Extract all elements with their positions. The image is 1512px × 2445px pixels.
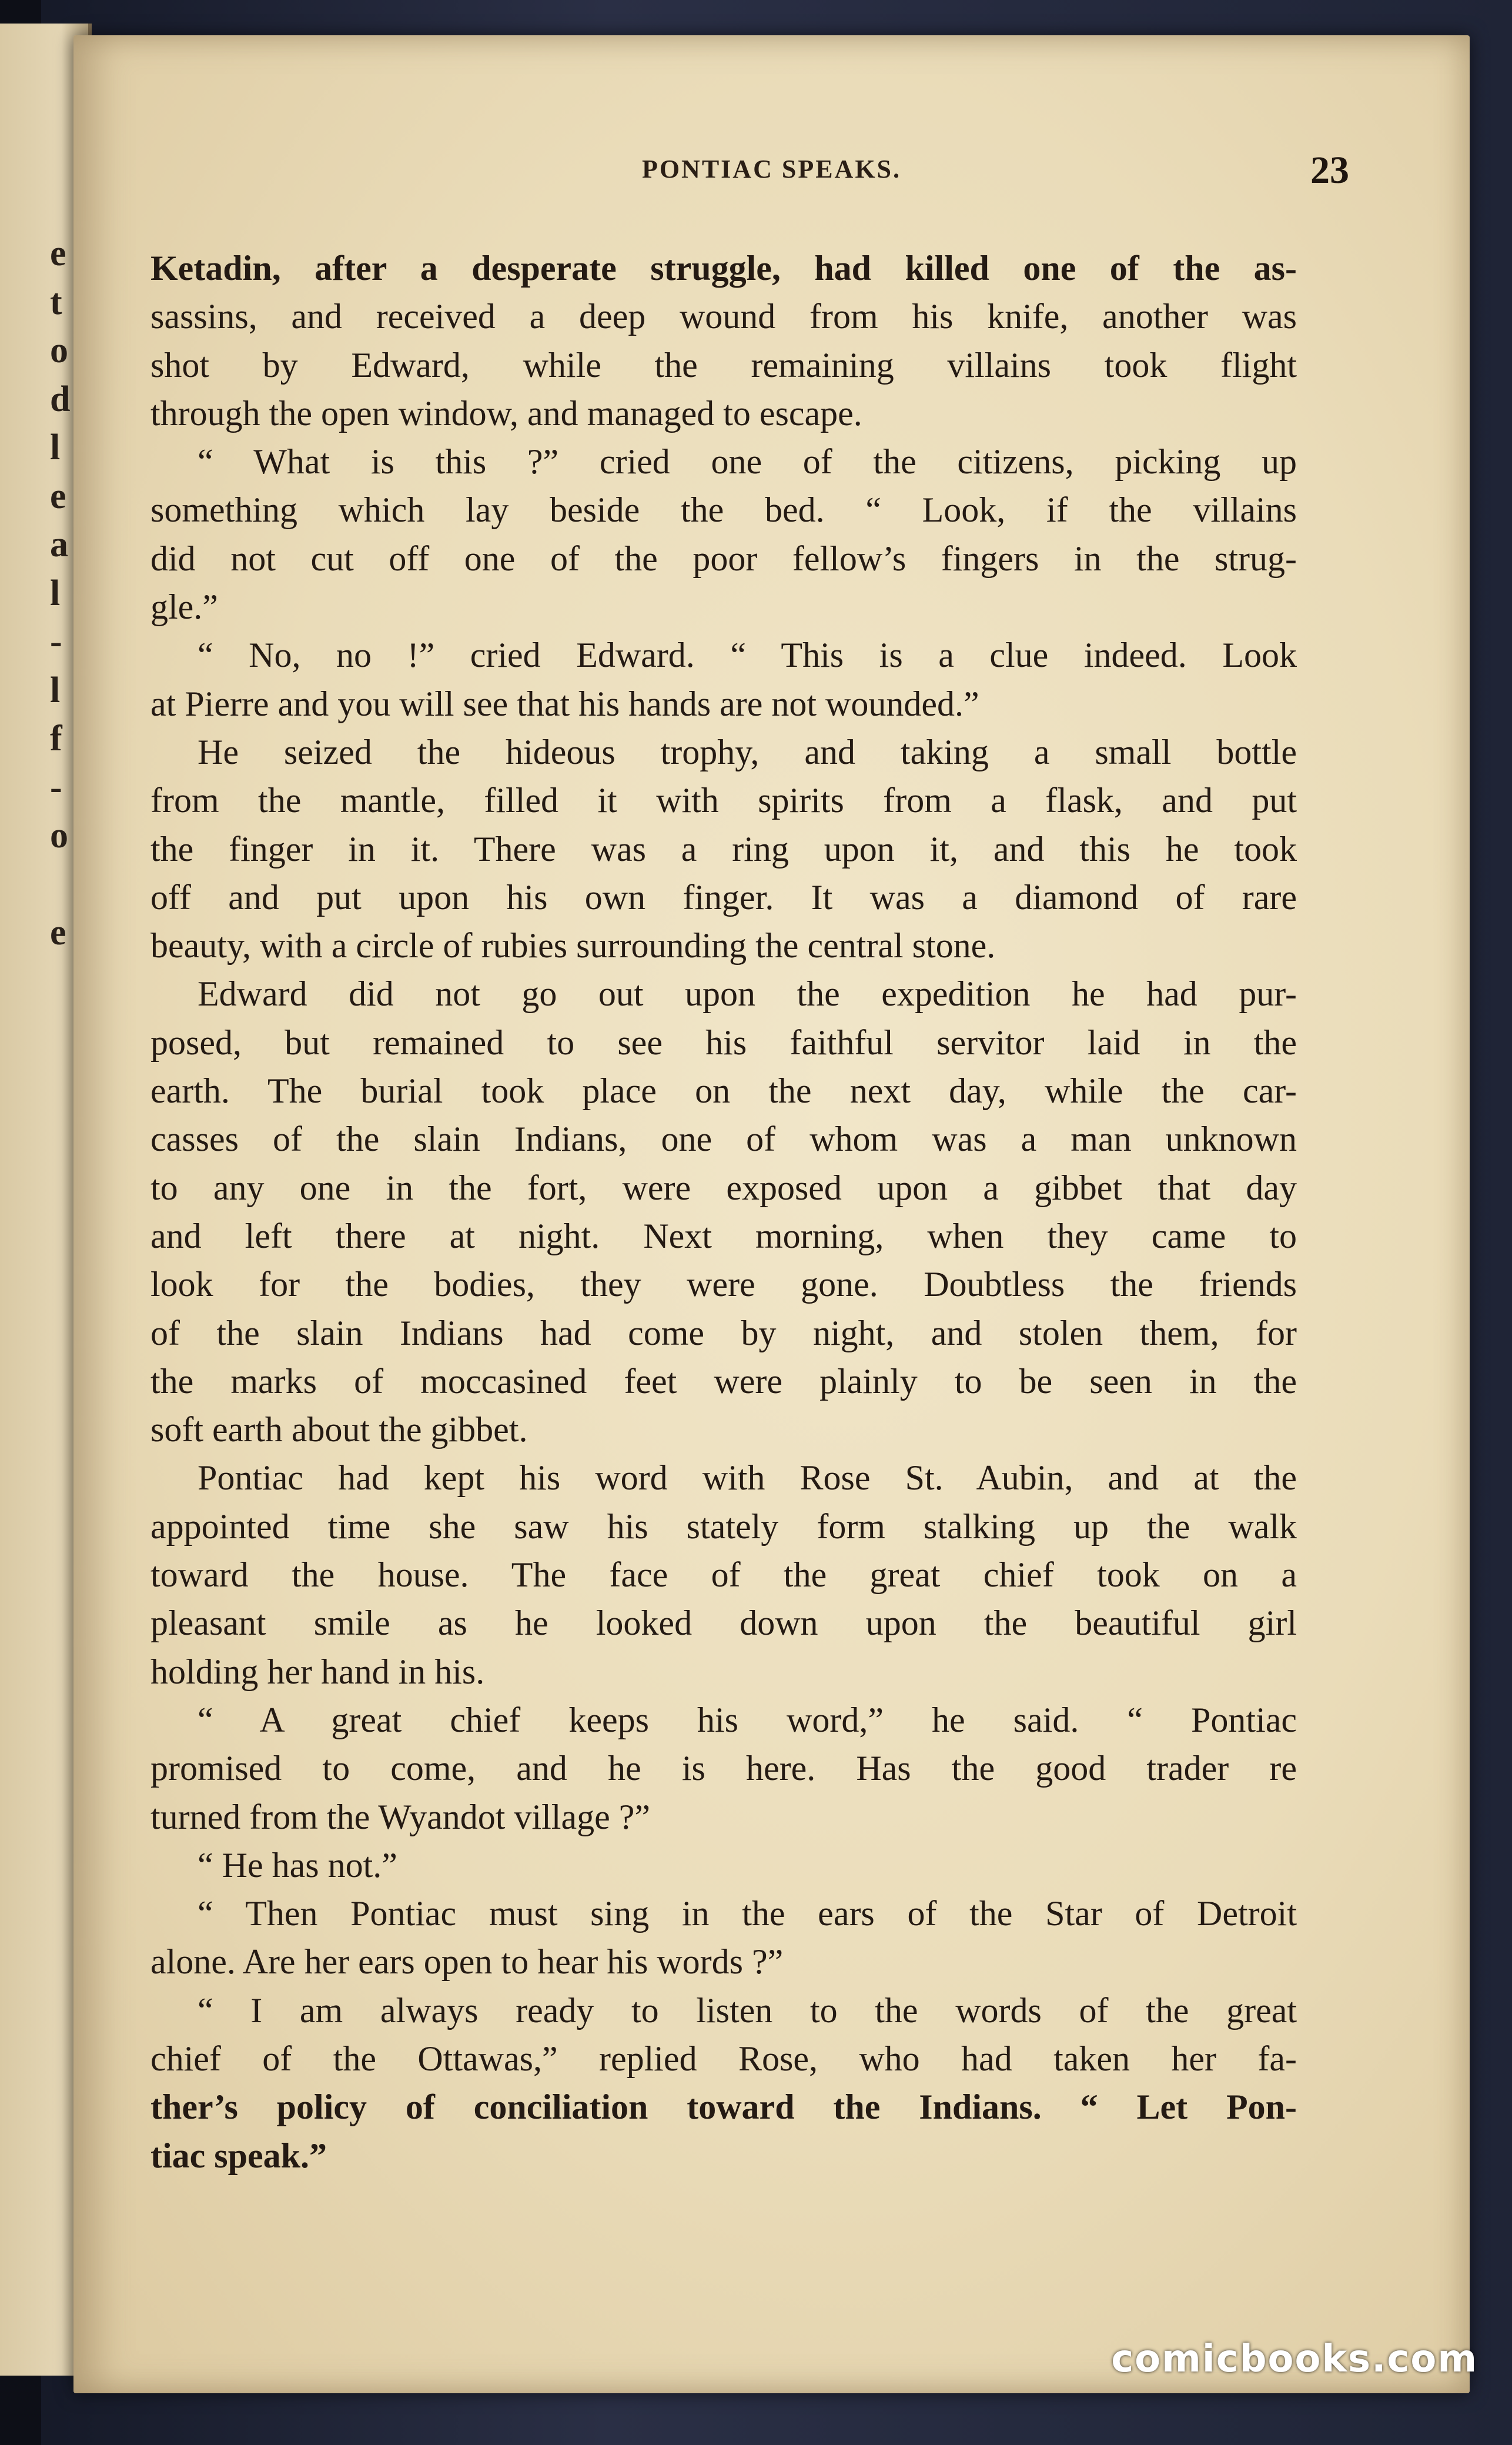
margin-fragment: l [50,427,61,467]
margin-fragment: - [50,622,62,662]
text-line: tiac speak.” [150,2136,327,2175]
text-line: promised to come, and he is here. Has the good trader re [150,1749,1297,1788]
margin-fragment: d [50,379,71,419]
text-line: soft earth about the gibbet. [150,1410,528,1449]
margin-fragment: e [50,913,66,953]
text-line: posed, but remained to see his faithful servitor laid in the [150,1023,1297,1062]
body-text [150,244,1297,2180]
text-line: off and put upon his own finger. It was a diamond of rare [150,877,1297,917]
text-line: and left there at night. Next morning, when they came to [150,1216,1297,1255]
text-line: ther’s policy of conciliation toward the Indians. “ Let Pon- [150,2087,1297,2127]
text-line: shot by Edward, while the remaining villains took flight [150,345,1297,385]
text-line: of the slain Indians had come by night, and stolen them, for [150,1313,1297,1352]
text-line: gle.” [150,587,218,627]
text-line: casses of the slain Indians, one of whom was a man unknown [150,1120,1297,1159]
text-line: toward the house. The face of the great chief took on a [150,1555,1297,1595]
text-line: Edward did not go out upon the expedition he had pur- [198,974,1297,1014]
text-line: “ Then Pontiac must sing in the ears of the Star of Detroit [198,1894,1297,1933]
site-watermark: comicbooks.com [1111,2337,1478,2381]
text-line: holding her hand in his. [150,1652,485,1691]
margin-fragment: l [50,670,61,710]
text-line: alone. Are her ears open to hear his words ?” [150,1942,784,1982]
text-line: earth. The burial took place on the next day, while the car- [150,1071,1297,1111]
text-line: to any one in the fort, were exposed upon a gibbet that day [150,1168,1297,1207]
text-line: at Pierre and you will see that his hands are not wounded.” [150,684,979,723]
margin-fragment: e [50,476,66,516]
text-line: beauty, with a circle of rubies surrounding the central stone. [150,926,996,966]
text-line: from the mantle, filled it with spirits from a flask, and put [150,781,1297,820]
margin-fragment: l [50,573,61,613]
text-line: pleasant smile as he looked down upon the beautiful girl [150,1604,1297,1643]
margin-fragment: o [50,330,68,370]
text-line: sassins, and received a deep wound from his knife, another was [150,297,1297,336]
text-line: through the open window, and managed to escape. [150,393,862,433]
text-line: turned from the Wyandot village ?” [150,1797,650,1836]
page-number: 23 [1310,149,1349,192]
text-line: Pontiac had kept his word with Rose St. Aubin, and at the [198,1458,1297,1498]
text-line: He seized the hideous trophy, and taking a small bottle [198,732,1297,771]
text-line: “ What is this ?” cried one of the citizens, picking up [198,442,1297,482]
text-line: “ No, no !” cried Edward. “ This is a clue indeed. Look [198,636,1297,675]
margin-fragment: e [50,233,66,273]
margin-fragment: o [50,816,68,856]
text-line: chief of the Ottawas,” replied Rose, who had taken her fa- [150,2039,1297,2078]
running-head [73,149,1470,201]
text-line: look for the bodies, they were gone. Doubtless the friends [150,1265,1297,1304]
margin-fragment: - [50,767,62,807]
text-line: “ A great chief keeps his word,” he said. “ Pontiac [198,1700,1297,1739]
text-line: the finger in it. There was a ring upon it, and this he took [150,829,1297,869]
text-line: the marks of moccasined feet were plainly to be seen in the [150,1361,1297,1401]
text-line: Ketadin, after a desperate struggle, had killed one of the as- [150,249,1297,288]
text-line: appointed time she saw his stately form stalking up the walk [150,1507,1297,1546]
margin-fragment: f [50,719,62,759]
text-line: “ He has not.” [198,1845,397,1885]
text-line: something which lay beside the bed. “ Look, if the villains [150,490,1297,530]
text-line: “ I am always ready to listen to the words of the great [198,1990,1297,2030]
chapter-title: PONTIAC SPEAKS. [641,155,902,183]
margin-fragment: a [50,525,68,565]
margin-fragment: t [50,282,62,322]
text-line: did not cut off one of the poor fellow’s fingers in the strug- [150,539,1297,578]
